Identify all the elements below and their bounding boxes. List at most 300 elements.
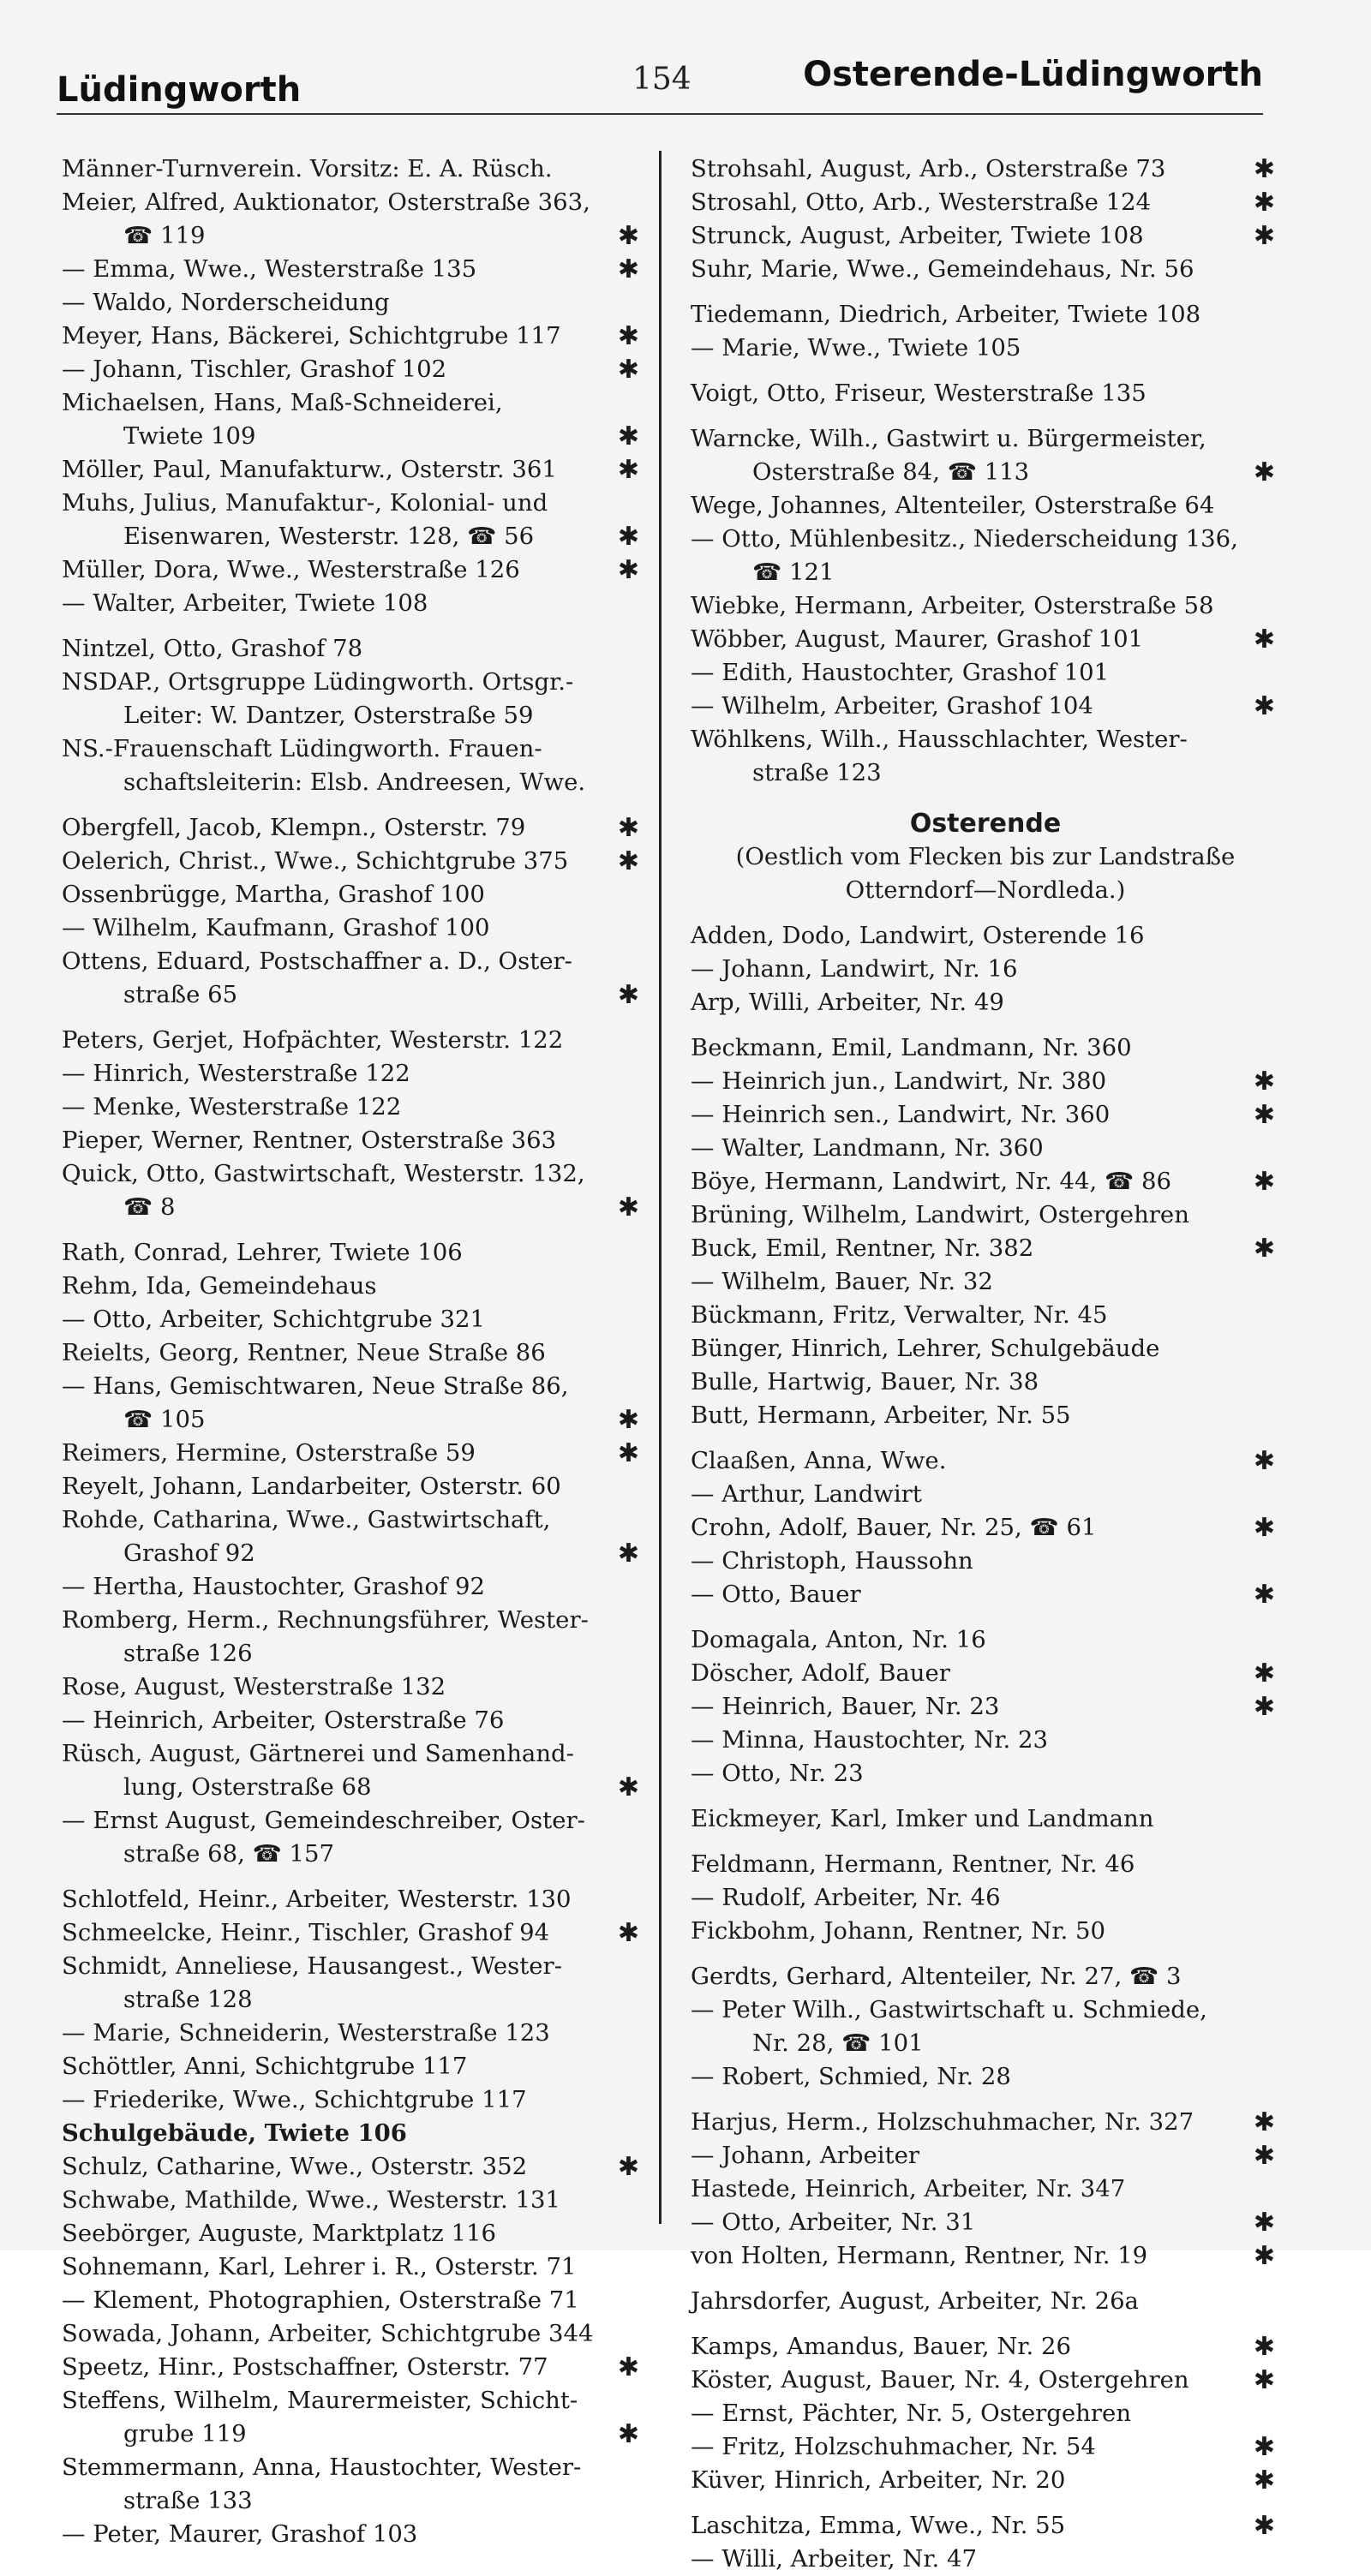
directory-entry — [691, 2239, 1280, 2273]
directory-entry — [62, 2250, 644, 2284]
directory-entry — [62, 2351, 644, 2384]
directory-entry — [691, 1657, 1280, 1690]
directory-entry — [62, 2017, 644, 2050]
entry-text: — Waldo, Norderscheidung — [62, 289, 390, 316]
entry-text: — Minna, Haustochter, Nr. 23 — [691, 1726, 1049, 1754]
entry-continuation: straße 68, ☎ 157 — [123, 1840, 335, 1868]
directory-entry — [691, 1065, 1280, 1098]
asterisk-marker-icon: ✱ — [617, 2152, 639, 2182]
entry-text: Strunck, August, Arbeiter, Twiete 108 — [691, 222, 1144, 249]
directory-entry — [691, 1198, 1280, 1232]
entry-text: — Walter, Arbeiter, Twiete 108 — [62, 589, 428, 617]
entry-text: — Heinrich, Arbeiter, Osterstraße 76 — [62, 1706, 505, 1734]
entry-gap — [691, 1611, 1280, 1623]
entry-text: — Rudolf, Arbeiter, Nr. 46 — [691, 1884, 1001, 1911]
entry-gap — [691, 2497, 1280, 2509]
asterisk-marker-icon: ✱ — [617, 522, 639, 552]
directory-entry — [62, 1470, 644, 1503]
directory-entry — [62, 2317, 644, 2351]
directory-entry — [62, 553, 644, 587]
directory-entry — [691, 377, 1280, 410]
directory-entry — [62, 811, 644, 845]
entry-text: — Edith, Haustochter, Grashof 101 — [691, 659, 1110, 686]
asterisk-marker-icon: ✱ — [1253, 2432, 1275, 2462]
asterisk-marker-icon: ✱ — [1253, 2511, 1275, 2541]
entry-text: — Walter, Landmann, Nr. 360 — [691, 1134, 1044, 1162]
asterisk-marker-icon: ✱ — [1253, 221, 1275, 251]
directory-entry — [62, 1336, 644, 1370]
entry-text: Steffens, Wilhelm, Maurermeister, Schicht- — [62, 2387, 578, 2414]
directory-entry — [691, 2285, 1280, 2318]
entry-text: — Heinrich jun., Landwirt, Nr. 380 — [691, 1067, 1107, 1095]
asterisk-marker-icon: ✱ — [617, 1405, 639, 1435]
asterisk-marker-icon: ✱ — [1253, 1692, 1275, 1722]
directory-entry — [691, 1511, 1280, 1545]
entry-text: — Ernst, Pächter, Nr. 5, Ostergehren — [691, 2400, 1132, 2427]
entry-text: Schlotfeld, Heinr., Arbeiter, Westerstr. 130 — [62, 1886, 572, 1913]
asterisk-marker-icon: ✱ — [617, 1918, 639, 1948]
entry-text: Schulgebäude, Twiete 106 — [62, 2119, 407, 2147]
entry-gap — [691, 1790, 1280, 1802]
entry-text: Meier, Alfred, Auktionator, Osterstraße 363, — [62, 188, 590, 216]
entry-text: Küver, Hinrich, Arbeiter, Nr. 20 — [691, 2466, 1066, 2494]
asterisk-marker-icon: ✱ — [1253, 625, 1275, 654]
directory-entry — [691, 723, 1280, 790]
entry-gap — [691, 2094, 1280, 2106]
entry-text: Sohnemann, Karl, Lehrer i. R., Osterstr. 71 — [62, 2253, 577, 2280]
directory-entry — [691, 2397, 1280, 2430]
column-divider — [659, 151, 662, 2224]
section-subheading: (Oestlich vom Flecken bis zur Landstraße — [735, 843, 1236, 870]
entry-text: Sowada, Johann, Arbeiter, Schichtgrube 344 — [62, 2320, 594, 2347]
asterisk-marker-icon: ✱ — [617, 254, 639, 284]
entry-continuation: Nr. 28, ☎ 101 — [752, 2029, 924, 2057]
left-column — [62, 152, 644, 2551]
directory-entry — [62, 2184, 644, 2217]
directory-entry — [691, 489, 1280, 523]
directory-entry — [62, 945, 644, 1012]
entry-text: Schwabe, Mathilde, Wwe., Westerstr. 131 — [62, 2186, 560, 2214]
entry-text: — Fritz, Holzschuhmacher, Nr. 54 — [691, 2433, 1096, 2460]
section-heading: Osterende — [909, 809, 1062, 839]
directory-entry — [691, 2464, 1280, 2497]
entry-text: Voigt, Otto, Friseur, Westerstraße 135 — [691, 380, 1146, 407]
entry-text: — Otto, Mühlenbesitz., Niederscheidung 136, — [691, 525, 1238, 553]
directory-entry — [62, 2050, 644, 2083]
entry-text: Oelerich, Christ., Wwe., Schichtgrube 375 — [62, 847, 569, 875]
directory-entry — [691, 2543, 1280, 2576]
directory-entry — [691, 623, 1280, 656]
entry-gap — [691, 1019, 1280, 1031]
asterisk-marker-icon: ✱ — [617, 421, 639, 451]
directory-entry — [691, 953, 1280, 986]
entry-text: — Otto, Bauer — [691, 1581, 861, 1608]
asterisk-marker-icon: ✱ — [617, 221, 639, 251]
entry-gap — [691, 1432, 1280, 1444]
directory-entry — [691, 2139, 1280, 2173]
directory-entry — [691, 253, 1280, 286]
entry-gap — [691, 1836, 1280, 1848]
entry-gap — [691, 2318, 1280, 2330]
asterisk-marker-icon: ✱ — [617, 1539, 639, 1569]
entry-text: Reyelt, Johann, Landarbeiter, Osterstr. 60 — [62, 1473, 561, 1500]
entry-continuation: ☎ 105 — [123, 1406, 206, 1433]
entry-text: Möller, Paul, Manufakturw., Osterstr. 361 — [62, 456, 557, 483]
entry-text: — Johann, Landwirt, Nr. 16 — [691, 955, 1018, 983]
entry-text: Stemmermann, Anna, Haustochter, Wester- — [62, 2453, 582, 2481]
entry-text: Strosahl, Otto, Arb., Westerstraße 124 — [691, 188, 1152, 216]
entry-gap — [691, 1948, 1280, 1960]
entry-text: Peters, Gerjet, Hofpächter, Westerstr. 122 — [62, 1026, 564, 1054]
asterisk-marker-icon: ✱ — [1253, 1100, 1275, 1130]
entry-text: Schmeelcke, Heinr., Tischler, Grashof 94 — [62, 1919, 550, 1946]
entry-text: NS.-Frauenschaft Lüdingworth. Frauen- — [62, 735, 542, 762]
asterisk-marker-icon: ✱ — [1253, 1580, 1275, 1610]
entry-continuation: Twiete 109 — [123, 422, 256, 450]
entry-text: — Klement, Photographien, Osterstraße 71 — [62, 2286, 579, 2314]
directory-entry — [62, 1024, 644, 1057]
directory-entry — [691, 589, 1280, 623]
asterisk-marker-icon: ✱ — [1253, 2241, 1275, 2271]
entry-text: Arp, Willi, Arbeiter, Nr. 49 — [691, 989, 1004, 1016]
entry-text: — Wilhelm, Bauer, Nr. 32 — [691, 1268, 993, 1295]
directory-entry — [62, 186, 644, 253]
entry-text: Rath, Conrad, Lehrer, Twiete 106 — [62, 1239, 463, 1266]
entry-gap — [691, 410, 1280, 422]
directory-entry — [691, 2106, 1280, 2139]
directory-entry — [62, 453, 644, 487]
directory-entry — [62, 1157, 644, 1224]
entry-continuation: Leiter: W. Dantzer, Osterstraße 59 — [123, 702, 534, 729]
entry-text: Rüsch, August, Gärtnerei und Samenhand- — [62, 1740, 574, 1767]
entry-continuation: schaftsleiterin: Elsb. Andreesen, Wwe. — [123, 768, 586, 796]
directory-entry — [62, 2284, 644, 2317]
asterisk-marker-icon: ✱ — [1253, 1513, 1275, 1543]
entry-gap — [62, 1871, 644, 1883]
header-right-title: Osterende-Lüdingworth — [803, 55, 1263, 94]
entry-text: Romberg, Herm., Rechnungsführer, Wester- — [62, 1606, 589, 1634]
entry-text: Quick, Otto, Gastwirtschaft, Westerstr. 132, — [62, 1160, 585, 1187]
directory-entry — [691, 186, 1280, 219]
entry-gap — [691, 286, 1280, 298]
directory-entry — [62, 1570, 644, 1604]
directory-entry — [62, 1057, 644, 1091]
asterisk-marker-icon: ✱ — [1253, 1659, 1275, 1688]
asterisk-marker-icon: ✱ — [617, 321, 639, 351]
directory-entry — [62, 2384, 644, 2451]
asterisk-marker-icon: ✱ — [1253, 2107, 1275, 2137]
entry-text: Speetz, Hinr., Postschaffner, Osterstr. 77 — [62, 2353, 548, 2381]
directory-entry — [62, 1804, 644, 1871]
asterisk-marker-icon: ✱ — [617, 1192, 639, 1222]
entry-gap — [691, 907, 1280, 919]
entry-text: Ossenbrügge, Martha, Grashof 100 — [62, 881, 485, 908]
directory-entry — [691, 1444, 1280, 1478]
asterisk-marker-icon: ✱ — [1253, 1067, 1275, 1097]
entry-continuation: straße 133 — [123, 2487, 253, 2514]
entry-text: Strohsahl, August, Arb., Osterstraße 73 — [691, 155, 1166, 182]
entry-text: Seebörger, Auguste, Marktplatz 116 — [62, 2220, 496, 2247]
entry-text: Gerdts, Gerhard, Altenteiler, Nr. 27, ☎ 3 — [691, 1963, 1182, 1990]
directory-entry — [62, 1916, 644, 1950]
entry-text: Hastede, Heinrich, Arbeiter, Nr. 347 — [691, 2175, 1126, 2202]
entry-continuation: lung, Osterstraße 68 — [123, 1773, 372, 1801]
directory-entry — [691, 1915, 1280, 1948]
asterisk-marker-icon: ✱ — [1253, 691, 1275, 721]
directory-entry — [691, 690, 1280, 723]
entry-text: von Holten, Hermann, Rentner, Nr. 19 — [691, 2242, 1148, 2269]
directory-entry — [691, 1031, 1280, 1065]
directory-entry — [691, 1478, 1280, 1511]
right-column — [691, 152, 1280, 2576]
asterisk-marker-icon: ✱ — [617, 2419, 639, 2449]
asterisk-marker-icon: ✱ — [1253, 2332, 1275, 2362]
entry-continuation: ☎ 121 — [752, 559, 835, 586]
asterisk-marker-icon: ✱ — [1253, 1167, 1275, 1197]
entry-text: — Hertha, Haustochter, Grashof 92 — [62, 1573, 485, 1600]
entry-continuation: straße 126 — [123, 1640, 253, 1667]
directory-entry — [691, 1960, 1280, 1993]
entry-text: Pieper, Werner, Rentner, Osterstraße 363 — [62, 1127, 557, 1154]
directory-entry — [691, 2364, 1280, 2397]
directory-entry — [62, 1950, 644, 2017]
directory-entry — [691, 1993, 1280, 2060]
directory-entry — [62, 152, 644, 186]
directory-entry — [691, 332, 1280, 365]
entry-text: Obergfell, Jacob, Klempn., Osterstr. 79 — [62, 814, 526, 841]
directory-entry — [62, 1437, 644, 1470]
entry-text: Eickmeyer, Karl, Imker und Landmann — [691, 1805, 1154, 1832]
directory-entry — [62, 666, 644, 732]
directory-entry — [691, 1881, 1280, 1915]
directory-entry — [62, 2083, 644, 2117]
directory-entry — [62, 1883, 644, 1916]
directory-entry — [691, 919, 1280, 953]
section-subheading: Otterndorf—Nordleda.) — [845, 876, 1126, 904]
directory-entry — [62, 1370, 644, 1437]
directory-entry — [62, 2518, 644, 2551]
directory-entry — [62, 911, 644, 945]
directory-entry — [691, 2060, 1280, 2094]
entry-text: Reielts, Georg, Rentner, Neue Straße 86 — [62, 1339, 546, 1366]
entry-gap — [62, 1224, 644, 1236]
directory-entry — [62, 2451, 644, 2518]
directory-entry — [62, 587, 644, 620]
asterisk-marker-icon: ✱ — [617, 980, 639, 1010]
entry-text: — Peter, Maurer, Grashof 103 — [62, 2520, 418, 2548]
directory-entry — [691, 1265, 1280, 1299]
directory-entry — [691, 152, 1280, 186]
directory-entry — [62, 1671, 644, 1704]
entry-text: Domagala, Anton, Nr. 16 — [691, 1626, 986, 1653]
directory-entry — [691, 219, 1280, 253]
entry-text: Suhr, Marie, Wwe., Gemeindehaus, Nr. 56 — [691, 255, 1194, 283]
entry-text: Bückmann, Fritz, Verwalter, Nr. 45 — [691, 1301, 1108, 1329]
directory-entry — [691, 1724, 1280, 1757]
directory-entry — [691, 1232, 1280, 1265]
entry-continuation: straße 123 — [752, 759, 882, 786]
entry-text: Butt, Hermann, Arbeiter, Nr. 55 — [691, 1402, 1071, 1429]
entry-text: Tiedemann, Diedrich, Arbeiter, Twiete 108 — [691, 301, 1201, 328]
entry-continuation: grube 119 — [123, 2420, 247, 2447]
directory-entry — [691, 2509, 1280, 2543]
entry-text: Nintzel, Otto, Grashof 78 — [62, 635, 363, 662]
entry-text: Rohde, Catharina, Wwe., Gastwirtschaft, — [62, 1506, 551, 1533]
directory-entry — [62, 1236, 644, 1270]
entry-text: Döscher, Adolf, Bauer — [691, 1659, 950, 1687]
entry-text: — Otto, Arbeiter, Schichtgrube 321 — [62, 1306, 486, 1333]
directory-entry — [62, 253, 644, 286]
asterisk-marker-icon: ✱ — [617, 555, 639, 585]
entry-text: — Arthur, Landwirt — [691, 1480, 922, 1508]
entry-text: — Otto, Arbeiter, Nr. 31 — [691, 2208, 976, 2236]
asterisk-marker-icon: ✱ — [1253, 1234, 1275, 1264]
header-left-title: Lüdingworth — [57, 70, 302, 110]
entry-continuation: straße 128 — [123, 1986, 253, 2013]
entry-text: — Johann, Arbeiter — [691, 2142, 919, 2169]
entry-text: — Robert, Schmied, Nr. 28 — [691, 2063, 1011, 2090]
entry-text: Schöttler, Anni, Schichtgrube 117 — [62, 2053, 468, 2080]
directory-entry — [62, 2217, 644, 2250]
entry-text: Köster, August, Bauer, Nr. 4, Ostergehren — [691, 2366, 1189, 2394]
directory-entry — [691, 1757, 1280, 1790]
entry-text: Böye, Hermann, Landwirt, Nr. 44, ☎ 86 — [691, 1168, 1171, 1195]
entry-text: Muhs, Julius, Manufaktur-, Kolonial- und — [62, 489, 548, 517]
asterisk-marker-icon: ✱ — [617, 846, 639, 876]
entry-text: Adden, Dodo, Landwirt, Osterende 16 — [691, 922, 1145, 949]
directory-entry — [691, 2206, 1280, 2239]
directory-entry — [691, 1332, 1280, 1366]
entry-text: — Emma, Wwe., Westerstraße 135 — [62, 255, 477, 283]
entry-text: Männer-Turnverein. Vorsitz: E. A. Rüsch. — [62, 155, 553, 182]
entry-gap — [691, 365, 1280, 377]
directory-entry — [691, 1623, 1280, 1657]
entry-text: Harjus, Herm., Holzschuhmacher, Nr. 327 — [691, 2108, 1194, 2136]
entry-text: Schmidt, Anneliese, Hausangest., Wester- — [62, 1952, 562, 1980]
directory-entry — [691, 1399, 1280, 1432]
entry-text: — Peter Wilh., Gastwirtschaft u. Schmiede, — [691, 1996, 1207, 2023]
directory-entry — [62, 1091, 644, 1124]
directory-entry — [691, 656, 1280, 690]
directory-entry — [62, 1303, 644, 1336]
entry-text: — Ernst August, Gemeindeschreiber, Oster- — [62, 1807, 585, 1834]
entry-text: — Otto, Nr. 23 — [691, 1760, 864, 1787]
directory-entry — [691, 1299, 1280, 1332]
asterisk-marker-icon: ✱ — [617, 2352, 639, 2382]
entry-text: Kamps, Amandus, Bauer, Nr. 26 — [691, 2333, 1072, 2360]
entry-text: Reimers, Hermine, Osterstraße 59 — [62, 1439, 476, 1467]
entry-text: Jahrsdorfer, August, Arbeiter, Nr. 26a — [691, 2287, 1139, 2315]
asterisk-marker-icon: ✱ — [617, 1772, 639, 1802]
asterisk-marker-icon: ✱ — [1253, 2365, 1275, 2395]
directory-entry — [62, 1737, 644, 1804]
entry-text: Schulz, Catharine, Wwe., Osterstr. 352 — [62, 2153, 528, 2180]
entry-text: Meyer, Hans, Bäckerei, Schichtgrube 117 — [62, 322, 561, 350]
directory-entry — [691, 986, 1280, 1019]
directory-entry — [691, 2330, 1280, 2364]
entry-text: Brüning, Wilhelm, Landwirt, Ostergehren — [691, 1201, 1189, 1228]
page-number: 154 — [632, 62, 691, 97]
entry-continuation: ☎ 119 — [123, 222, 206, 249]
entry-gap — [691, 2273, 1280, 2285]
entry-text: Fickbohm, Johann, Rentner, Nr. 50 — [691, 1917, 1105, 1945]
directory-entry — [62, 353, 644, 386]
entry-text: — Menke, Westerstraße 122 — [62, 1093, 402, 1121]
entry-text: — Marie, Wwe., Twiete 105 — [691, 334, 1021, 362]
entry-text: Warncke, Wilh., Gastwirt u. Bürgermeister, — [691, 425, 1206, 452]
header-rule — [57, 113, 1263, 115]
entry-text: NSDAP., Ortsgruppe Lüdingworth. Ortsgr.- — [62, 668, 574, 696]
asterisk-marker-icon: ✱ — [1253, 457, 1275, 487]
asterisk-marker-icon: ✱ — [1253, 2208, 1275, 2238]
directory-entry — [62, 1270, 644, 1303]
directory-entry — [62, 878, 644, 911]
entry-text: Rose, August, Westerstraße 132 — [62, 1673, 446, 1700]
asterisk-marker-icon: ✱ — [1253, 188, 1275, 218]
directory-entry — [691, 1545, 1280, 1578]
asterisk-marker-icon: ✱ — [1253, 2141, 1275, 2171]
entry-text: — Friederike, Wwe., Schichtgrube 117 — [62, 2086, 527, 2113]
directory-entry — [691, 1578, 1280, 1611]
directory-entry — [62, 2150, 644, 2184]
entry-text: — Heinrich sen., Landwirt, Nr. 360 — [691, 1101, 1111, 1128]
directory-entry — [62, 845, 644, 878]
entry-text: Wege, Johannes, Altenteiler, Osterstraße 64 — [691, 492, 1215, 519]
asterisk-marker-icon: ✱ — [1253, 154, 1275, 184]
entry-text: Laschitza, Emma, Wwe., Nr. 55 — [691, 2512, 1066, 2539]
directory-entry — [691, 1132, 1280, 1165]
entry-text: — Willi, Arbeiter, Nr. 47 — [691, 2545, 977, 2573]
entry-gap — [62, 620, 644, 632]
entry-text: Wöhlkens, Wilh., Hausschlachter, Wester- — [691, 726, 1188, 753]
directory-entry — [62, 2117, 644, 2150]
asterisk-marker-icon: ✱ — [1253, 1446, 1275, 1476]
directory-entry — [62, 1604, 644, 1671]
entry-text: Wöbber, August, Maurer, Grashof 101 — [691, 625, 1144, 653]
asterisk-marker-icon: ✱ — [617, 1438, 639, 1468]
directory-entry — [62, 1124, 644, 1157]
entry-continuation: ☎ 8 — [123, 1193, 176, 1221]
directory-entry — [62, 286, 644, 320]
asterisk-marker-icon: ✱ — [617, 813, 639, 843]
directory-entry — [691, 2173, 1280, 2206]
directory-entry — [62, 386, 644, 453]
entry-text: Müller, Dora, Wwe., Westerstraße 126 — [62, 556, 520, 583]
directory-entry — [691, 1848, 1280, 1881]
entry-text: Wiebke, Hermann, Arbeiter, Osterstraße 58 — [691, 592, 1214, 619]
directory-entry — [62, 732, 644, 799]
directory-entry — [62, 1503, 644, 1570]
entry-text: Bünger, Hinrich, Lehrer, Schulgebäude — [691, 1335, 1160, 1362]
entry-text: — Christoph, Haussohn — [691, 1547, 973, 1575]
entry-gap — [62, 1012, 644, 1024]
entry-text: Buck, Emil, Rentner, Nr. 382 — [691, 1234, 1034, 1262]
entry-text: Beckmann, Emil, Landmann, Nr. 360 — [691, 1034, 1132, 1061]
entry-text: — Wilhelm, Kaufmann, Grashof 100 — [62, 914, 490, 941]
entry-text: — Hinrich, Westerstraße 122 — [62, 1060, 410, 1087]
entry-gap — [62, 799, 644, 811]
entry-continuation: Eisenwaren, Westerstr. 128, ☎ 56 — [123, 523, 535, 550]
entry-continuation: Grashof 92 — [123, 1539, 255, 1567]
entry-text: — Hans, Gemischtwaren, Neue Straße 86, — [62, 1372, 569, 1400]
directory-entry — [691, 422, 1280, 489]
entry-continuation: straße 65 — [123, 981, 238, 1008]
entry-text: Michaelsen, Hans, Maß-Schneiderei, — [62, 389, 503, 416]
entry-text: — Wilhelm, Arbeiter, Grashof 104 — [691, 692, 1093, 720]
entry-text: Claaßen, Anna, Wwe. — [691, 1447, 947, 1474]
directory-entry — [691, 298, 1280, 332]
directory-entry — [691, 523, 1280, 589]
